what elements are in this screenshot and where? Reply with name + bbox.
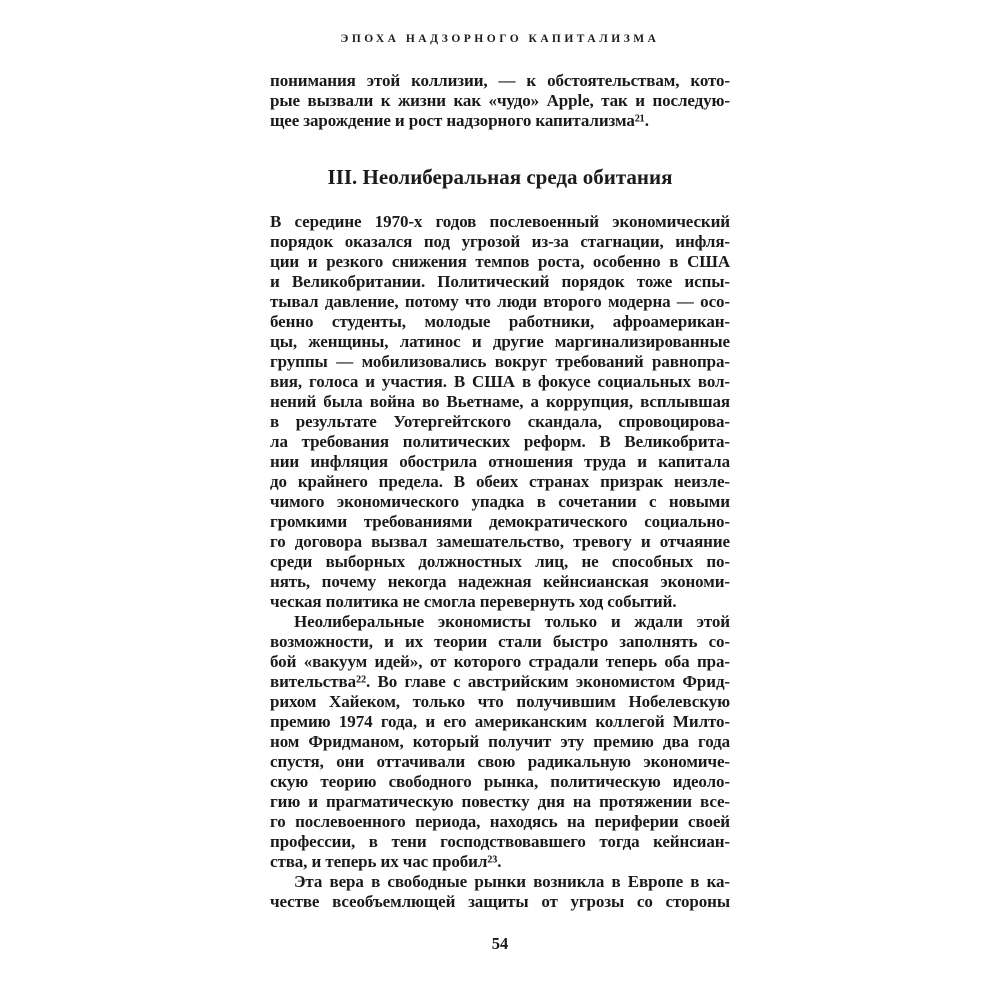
text-line: го послевоенного периода, находясь на периферии своей <box>270 812 730 831</box>
text-line: нии инфляция обострила отношения труда и капитала <box>270 452 730 471</box>
text-line: премию 1974 года, и его американским коллегой Милто- <box>270 712 730 731</box>
text-line: спустя, они оттачивали свою радикальную экономиче- <box>270 752 730 771</box>
text-line: порядок оказался под угрозой из-за стагнации, инфля- <box>270 232 730 251</box>
text-line: го договора вызвал замешательство, тревогу и отчаяние <box>270 532 730 551</box>
text-line: щее зарождение и рост надзорного капитализма²¹. <box>270 111 649 130</box>
text-line: профессии, в тени господствовавшего тогда кейнсиан- <box>270 832 730 851</box>
text-line: вительства²². Во главе с австрийским экономистом Фрид- <box>270 672 730 691</box>
running-head: ЭПОХА НАДЗОРНОГО КАПИТАЛИЗМА <box>340 33 660 45</box>
paragraph-free-markets-faith <box>270 872 730 912</box>
text-line: скую теорию свободного рынка, политическую идеоло- <box>270 772 730 791</box>
text-line: нять, почему некогда надежная кейнсианская экономи- <box>270 572 730 591</box>
text-line: среди выборных должностных лиц, не способных по- <box>270 552 730 571</box>
text-line: возможности, и их теории стали быстро заполнять со- <box>270 632 730 651</box>
text-line: понимания этой коллизии, — к обстоятельствам, кото- <box>270 71 730 90</box>
text-line: до крайнего предела. В обеих странах призрак неизле- <box>270 472 730 491</box>
text-line: нений была война во Вьетнаме, а коррупция, всплывшая <box>270 392 730 411</box>
text-line: бой «вакуум идей», от которого страдали теперь оба пра- <box>270 652 730 671</box>
paragraph-neoliberal-habitat-1 <box>270 212 730 612</box>
text-line: Эта вера в свободные рынки возникла в Европе в ка- <box>294 872 730 891</box>
text-line: громкими требованиями демократического социально- <box>270 512 730 531</box>
text-line: в результате Уотергейтского скандала, спровоцирова- <box>270 412 730 431</box>
text-line: ла требования политических реформ. В Великобрита- <box>270 432 730 451</box>
page-number: 54 <box>491 934 509 953</box>
text-line: ном Фридманом, который получит эту премию два года <box>270 732 730 751</box>
text-line: В середине 1970-х годов послевоенный экономический <box>270 212 730 231</box>
text-line: и Великобритании. Политический порядок тоже испы- <box>270 272 730 291</box>
paragraph-continuation <box>270 71 730 131</box>
text-line: рихом Хайеком, только что получившим Нобелевскую <box>270 692 730 711</box>
text-line: рые вызвали к жизни как «чудо» Apple, так и последую- <box>270 91 730 110</box>
text-line: Неолиберальные экономисты только и ждали этой <box>294 612 730 631</box>
text-line: бенно студенты, молодые работники, афроамерикан- <box>270 312 730 331</box>
text-line: гию и прагматическую повестку дня на протяжении все- <box>270 792 730 811</box>
text-line: ства, и теперь их час пробил²³. <box>270 852 502 871</box>
text-line: ческая политика не смогла перевернуть ход событий. <box>270 592 677 611</box>
paragraph-neoliberal-economists <box>270 612 730 872</box>
text-line: чимого экономического упадка в сочетании с новыми <box>270 492 730 511</box>
text-line: цы, женщины, латинос и другие маргинализированные <box>270 332 730 351</box>
section-heading: III. Неолиберальная среда обитания <box>327 165 673 189</box>
text-line: тывал давление, потому что люди второго модерна — осо- <box>270 292 730 311</box>
text-line: вия, голоса и участия. В США в фокусе социальных вол- <box>270 372 730 391</box>
text-line: честве всеобъемлющей защиты от угрозы со стороны <box>270 892 730 911</box>
text-line: ции и резкого снижения темпов роста, особенно в США <box>270 252 730 271</box>
text-line: группы — мобилизовались вокруг требований равнопра- <box>270 352 730 371</box>
